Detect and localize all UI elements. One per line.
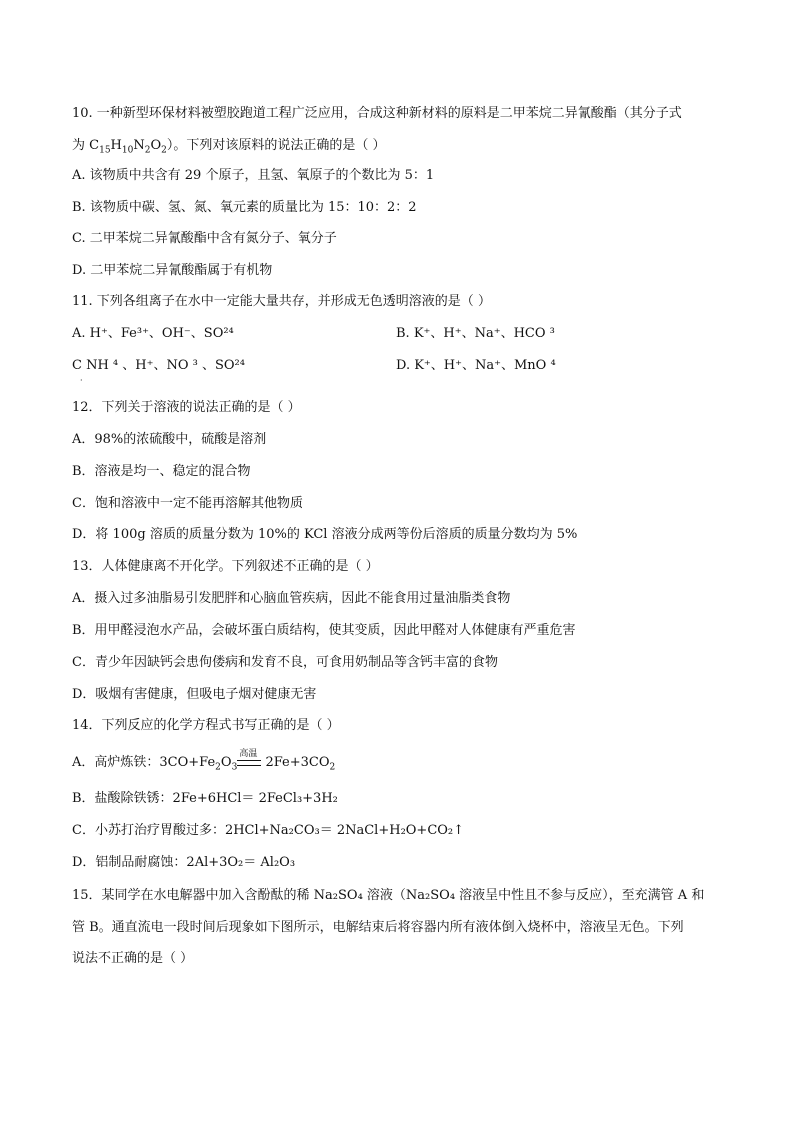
q10-option-d: D. 二甲苯烷二异氰酸酯属于有机物 <box>72 263 273 278</box>
q15-stem-line1: 15．某同学在水电解器中加入含酚酞的稀 Na₂SO₄ 溶液（Na₂SO₄ 溶液呈中性且不参与反应），至充满管 A 和 <box>72 888 705 903</box>
q13-option-c: C．青少年因缺钙会患佝偻病和发育不良，可食用奶制品等含钙丰富的食物 <box>72 655 498 670</box>
q14-option-a: A．高炉炼铁：$3CO+Fe_2O_3$ 高温 $2Fe+3CO_2$ <box>72 753 335 773</box>
q11-option-c: C NH ⁴ 、H⁺、NO ³ 、SO²⁴ <box>72 358 245 373</box>
q11-stem: 11. 下列各组离子在水中一定能大量共存，并形成无色透明溶液的是（ ） <box>72 294 491 309</box>
q14-option-a-right: 2Fe+3CO <box>261 755 330 770</box>
q10-stem-prefix: 为 C <box>72 138 100 153</box>
q11-option-b: B. K⁺、H⁺、Na⁺、HCO ³ <box>396 326 555 341</box>
q10-option-a: A. 该物质中共含有 29 个原子，且氢、氧原子的个数比为 5：1 <box>72 168 435 183</box>
q10-stem-line1: 10. 一种新型环保材料被塑胶跑道工程广泛应用，合成这种新材料的原料是二甲苯烷二异氰酸酯（其分子式 <box>72 106 682 121</box>
q14-stem: 14．下列反应的化学方程式书写正确的是（ ） <box>72 718 340 733</box>
q10-stem-suffix: ）。下列对该原料的说法正确的是（ ） <box>166 138 386 153</box>
q12-option-b: B．溶液是均一、稳定的混合物 <box>72 464 251 479</box>
q13-option-a: A．摄入过多油脂易引发肥胖和心脑血管疾病，因此不能食用过量油脂类食物 <box>72 591 511 606</box>
q12-option-c: C．饱和溶液中一定不能再溶解其他物质 <box>72 496 303 511</box>
q10-stem-line2: 为 $C_{15}H_{10}N_2O_2$）。下列对该原料的说法正确的是（ ） <box>72 138 386 156</box>
q10-option-c: C. 二甲苯烷二异氰酸酯中含有氮分子、氧分子 <box>72 231 337 246</box>
q11-option-a: A. H⁺、Fe³⁺、OH⁻、SO²⁴ <box>72 326 234 341</box>
reaction-condition <box>237 749 261 773</box>
q12-stem: 12．下列关于溶液的说法正确的是（ ） <box>72 400 301 415</box>
q14-option-a-left: A．高炉炼铁：3CO+Fe <box>72 755 216 770</box>
condition-label: 高温 <box>239 749 258 759</box>
q12-option-a: A．98%的浓硫酸中，硫酸是溶剂 <box>72 432 267 447</box>
stray-mark: · <box>80 376 83 385</box>
q13-stem: 13．人体健康离不开化学。下列叙述不正确的是（ ） <box>72 559 379 574</box>
q10-option-b: B. 该物质中碳、氢、氮、氧元素的质量比为 15：10：2：2 <box>72 200 417 215</box>
q13-option-b: B．用甲醛浸泡水产品，会破坏蛋白质结构，使其变质，因此甲醛对人体健康有严重危害 <box>72 623 576 638</box>
q15-stem-line3: 说法不正确的是（ ） <box>72 951 194 966</box>
q14-option-c: C．小苏打治疗胃酸过多：2HCl+Na₂CO₃＝ 2NaCl+H₂O+CO₂↑ <box>72 823 465 838</box>
q12-option-d: D．将 100g 溶质的质量分数为 10%的 KCl 溶液分成两等份后溶质的质量分数均为 5% <box>72 527 578 542</box>
q13-option-d: D．吸烟有害健康，但吸电子烟对健康无害 <box>72 687 317 702</box>
q11-option-d: D. K⁺、H⁺、Na⁺、MnO ⁴ <box>396 358 556 373</box>
q14-option-b: B．盐酸除铁锈：2Fe+6HCl＝ 2FeCl₃+3H₂ <box>72 791 338 806</box>
q15-stem-line2: 管 B。通直流电一段时间后现象如下图所示，电解结束后将容器内所有液体倒入烧杯中，溶液呈无色。下列 <box>72 920 684 935</box>
q14-option-d: D．铝制品耐腐蚀：2Al+3O₂＝ Al₂O₃ <box>72 855 296 870</box>
